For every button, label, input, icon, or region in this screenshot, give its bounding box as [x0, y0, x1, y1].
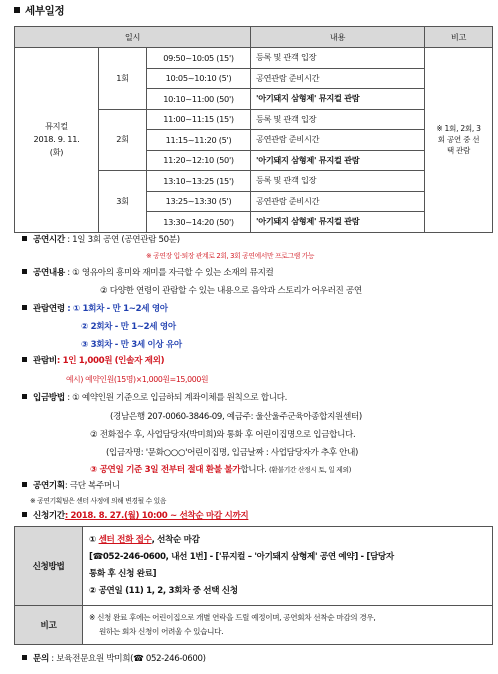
apply-line-1-prefix: ① — [89, 535, 99, 545]
payment-label: 입금방법 — [33, 393, 65, 403]
bullet-icon — [22, 394, 27, 399]
apply-period-text: : 2018. 8. 27.(월) 10:00 ~ 선착순 마감 시까지 — [64, 511, 249, 521]
content-line-2: ② 다양한 연령이 관람할 수 있는 내용으로 음악과 스토리가 어우러진 공연 — [100, 286, 362, 296]
fee-value: : 1인 1,000원 — [56, 356, 113, 366]
content-cell: '아기돼지 삼형제' 뮤지컬 관람 — [251, 150, 425, 171]
payment-item-3-note: (환불기간 산정시 토, 일 제외) — [268, 466, 351, 474]
content-cell: '아기돼지 삼형제' 뮤지컬 관람 — [251, 89, 425, 110]
time-label: 공연시간 — [33, 235, 65, 245]
time-note: ※ 공연장 입·퇴장 관계로 2회, 3회 공연에서만 프로그램 가능 — [146, 252, 315, 260]
content-cell: 공연관람 준비시간 — [251, 191, 425, 212]
payment-item-1-sub: (경남은행 207-0060-3846-09, 예금주: 울산울주군육아종합지원센터) — [110, 412, 362, 422]
bullet-icon — [22, 482, 27, 487]
square-bullet-icon — [14, 7, 20, 13]
apply-method-label: 신청방법 — [15, 527, 83, 606]
payment-item-3-end: 합니다. — [240, 465, 267, 475]
content-item — [22, 266, 273, 278]
apply-remark-row — [15, 606, 493, 645]
schedule-table — [14, 26, 493, 233]
time-text: : 1일 3회 공연 (공연관람 50분) — [67, 235, 180, 245]
fee-item — [22, 354, 164, 366]
bullet-icon — [22, 236, 27, 241]
payment-item-3-line — [90, 463, 351, 475]
session-2: 2회 — [99, 109, 147, 171]
time-cell: 11:15~11:20 (5') — [147, 130, 251, 151]
age-line-3: ③ 3회차 - 만 3세 이상 유아 — [81, 340, 182, 350]
apply-table — [14, 526, 493, 645]
fee-example: 예시) 예약인원(15명)×1,000원=15,000원 — [66, 375, 209, 384]
fee-suffix: (인솔자 제외) — [114, 356, 165, 366]
contact-item — [22, 652, 206, 664]
time-cell: 10:10~11:00 (50') — [147, 89, 251, 110]
header-datetime: 일시 — [15, 27, 251, 48]
payment-item-2: ② 전화접수 후, 사업담당자(박미희)와 통화 후 어린이집명으로 입금합니다. — [90, 430, 356, 440]
bullet-icon — [22, 269, 27, 274]
apply-remark-label: 비고 — [15, 606, 83, 645]
session-1: 1회 — [99, 48, 147, 110]
session-3: 3회 — [99, 171, 147, 233]
plan-label: 공연기획 — [33, 481, 65, 491]
payment-item — [22, 391, 287, 403]
plan-item — [22, 479, 120, 491]
remark-cell: ※ 1회, 2회, 3회 공연 중 선택 관람 — [425, 48, 493, 233]
age-item — [22, 302, 168, 314]
content-cell: 등록 및 관객 입장 — [251, 171, 425, 192]
payment-item-3: ③ 공연일 기준 3일 전부터 절대 환불 불가 — [90, 465, 241, 475]
payment-item-2-sub: (입금자명: '문화○○○'어린이집명, 입금날짜 : 사업담당자가 추후 안내) — [106, 448, 359, 458]
plan-note: ※ 공연기획팀은 센터 사정에 의해 변경될 수 있음 — [30, 497, 167, 505]
content-line-1: : ① 영유아의 흥미와 재미를 자극할 수 있는 소재의 뮤지컬 — [67, 268, 274, 278]
fee-label: 관람비 — [33, 356, 57, 366]
apply-method-line-4: ② 공연일 (11) 1, 2, 3회차 중 선택 신청 — [89, 586, 238, 596]
apply-line-1-highlight: 센터 전화 접수 — [98, 535, 152, 545]
apply-method-line-3: 통화 후 신청 완료] — [89, 569, 157, 579]
date-day: (화) — [49, 147, 64, 158]
schedule-header-row — [15, 27, 493, 48]
apply-method-line-1 — [89, 532, 486, 549]
time-cell: 13:25~13:30 (5') — [147, 191, 251, 212]
header-remark: 비고 — [425, 27, 493, 48]
bullet-icon — [22, 357, 27, 362]
section-title — [14, 3, 64, 18]
time-item — [22, 233, 180, 245]
time-cell: 13:10~13:25 (15') — [147, 171, 251, 192]
time-cell: 09:50~10:05 (15') — [147, 48, 251, 69]
content-cell: 공연관람 준비시간 — [251, 130, 425, 151]
plan-text: : 극단 복주머니 — [64, 481, 120, 491]
apply-method-line-2: [☎052-246-0600, 내선 1번] - ['뮤지컬 – '아기돼지 삼형제' 공연 예약] - [담당자 — [89, 552, 394, 562]
content-cell: '아기돼지 삼형제' 뮤지컬 관람 — [251, 212, 425, 233]
age-label: 관람연령 — [33, 304, 65, 314]
age-line-2: ② 2회차 - 만 1~2세 영아 — [81, 322, 176, 332]
date-label: 뮤지컬 — [45, 121, 68, 132]
time-cell: 10:05~10:10 (5') — [147, 68, 251, 89]
section-title-text: 세부일정 — [25, 5, 65, 17]
payment-item-1: : ① 예약인원 기준으로 입금하되 계좌이체를 원칙으로 합니다. — [67, 393, 287, 403]
schedule-date-cell — [15, 48, 99, 233]
apply-remark-line-2: 원하는 회차 신청이 어려울 수 있습니다. — [99, 627, 224, 636]
content-label: 공연내용 — [33, 268, 65, 278]
time-cell: 13:30~14:20 (50') — [147, 212, 251, 233]
content-cell: 공연관람 준비시간 — [251, 68, 425, 89]
apply-period-label: 신청기간 — [33, 511, 65, 521]
apply-remark-line-1: ※ 신청 완료 후에는 어린이집으로 개별 연락을 드릴 예정이며, 공연회차 선착순 마감의 경우, — [89, 613, 376, 622]
content-cell: 등록 및 관객 입장 — [251, 109, 425, 130]
apply-period-item — [22, 509, 248, 521]
header-content: 내용 — [251, 27, 425, 48]
bullet-icon — [22, 655, 27, 660]
date-value: 2018. 9. 11. — [33, 134, 80, 145]
time-cell: 11:00~11:15 (15') — [147, 109, 251, 130]
apply-remark-body — [83, 606, 493, 645]
apply-method-row — [15, 527, 493, 606]
apply-method-body — [83, 527, 493, 606]
contact-text: : 보육전문요원 박미희(☎ 052-246-0600) — [51, 654, 206, 664]
schedule-row — [15, 48, 493, 69]
bullet-icon — [22, 305, 27, 310]
age-line-1: : ① 1회차 - 만 1~2세 영아 — [67, 304, 168, 314]
contact-label: 문의 — [33, 654, 49, 664]
bullet-icon — [22, 512, 27, 517]
apply-line-1-suffix: , 선착순 마감 — [151, 535, 200, 545]
time-cell: 11:20~12:10 (50') — [147, 150, 251, 171]
content-cell: 등록 및 관객 입장 — [251, 48, 425, 69]
